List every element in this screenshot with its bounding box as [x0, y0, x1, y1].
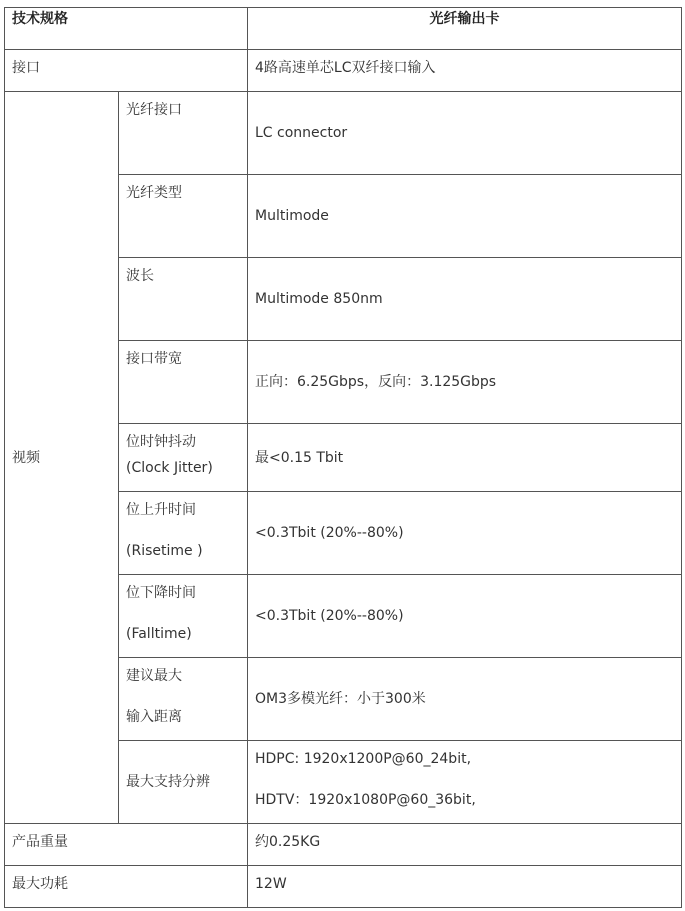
label-line: 位时钟抖动 [126, 434, 196, 450]
header-row [5, 8, 682, 50]
label-line: 建议最大 [126, 668, 182, 684]
video-row-value: 最<0.15 Tbit [248, 424, 682, 492]
video-row-value: Multimode 850nm [248, 258, 682, 341]
video-row-value [248, 741, 682, 824]
table-row [5, 92, 682, 175]
video-label: 视频 [5, 92, 119, 824]
power-value: 12W [248, 866, 682, 908]
interface-value: 4路高速单芯LC双纤接口输入 [248, 50, 682, 92]
video-row-value: Multimode [248, 175, 682, 258]
video-row-value: 正向：6.25Gbps，反向：3.125Gbps [248, 341, 682, 424]
video-row-label [119, 658, 248, 741]
video-row-label [119, 424, 248, 492]
video-row-value: <0.3Tbit (20%--80%) [248, 575, 682, 658]
video-row-value: <0.3Tbit (20%--80%) [248, 492, 682, 575]
video-row-label: 光纤类型 [119, 175, 248, 258]
video-row-label: 接口带宽 [119, 341, 248, 424]
video-row-label: 光纤接口 [119, 92, 248, 175]
spec-table [4, 7, 682, 908]
weight-label: 产品重量 [5, 824, 248, 866]
video-row-label [119, 575, 248, 658]
value-line: HDPC: 1920x1200P@60_24bit, [255, 751, 472, 767]
header-spec: 技术规格 [5, 8, 248, 50]
video-row-value: OM3多模光纤：小于300米 [248, 658, 682, 741]
table-row [5, 866, 682, 908]
value-line: HDTV：1920x1080P@60_36bit, [255, 792, 476, 808]
table-row [5, 824, 682, 866]
video-row-value: LC connector [248, 92, 682, 175]
video-row-label: 最大支持分辨 [119, 741, 248, 824]
table-row [5, 50, 682, 92]
label-line: (Risetime ) [126, 543, 203, 559]
label-line: (Falltime) [126, 626, 192, 642]
label-line: 位上升时间 [126, 502, 196, 518]
label-line: 位下降时间 [126, 585, 196, 601]
label-line: 输入距离 [126, 709, 182, 725]
header-product: 光纤输出卡 [248, 8, 682, 50]
weight-value: 约0.25KG [248, 824, 682, 866]
power-label: 最大功耗 [5, 866, 248, 908]
label-line: (Clock Jitter) [126, 460, 213, 476]
interface-label: 接口 [5, 50, 248, 92]
video-row-label [119, 492, 248, 575]
video-row-label: 波长 [119, 258, 248, 341]
